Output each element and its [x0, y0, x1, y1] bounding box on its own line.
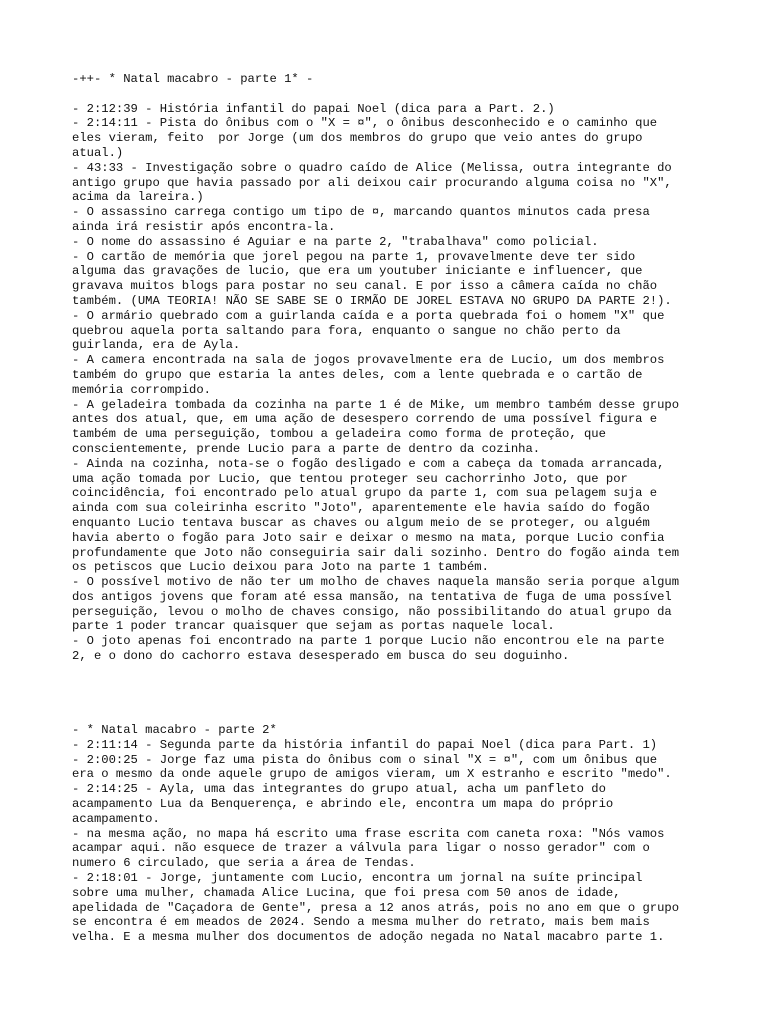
- text-line: conscientemente, prende Lucio para a parte de dentro da cozinha.: [72, 441, 541, 456]
- text-line: - O armário quebrado com a guirlanda caída e a porta quebrada foi o homem "X" que: [72, 308, 665, 323]
- text-line: 2, e o dono do cachorro estava desesperado em busca do seu doguinho.: [72, 649, 570, 664]
- text-line: - O assassino carrega contigo um tipo de ¤, marcando quantos minutos cada presa: [72, 205, 650, 220]
- text-line: - * Natal macabro - parte 2*: [72, 723, 277, 738]
- text-line: - O cartão de memória que jorel pegou na parte 1, provavelmente deve ter sido: [72, 249, 636, 264]
- text-line: antes dos atual, que, em uma ação de desespero correndo de uma possível figura e: [72, 412, 658, 427]
- text-line: sobre uma mulher, chamada Alice Lucina, que foi presa com 50 anos de idade,: [72, 885, 621, 900]
- text-line: coincidência, foi encontrado pelo atual grupo da parte 1, com sua pelagem suja e: [72, 486, 658, 501]
- text-line: memória corrompido.: [72, 382, 211, 397]
- text-line: [72, 664, 702, 679]
- text-line: ainda com sua coleirinha escrito "Joto", aparentemente ele havia saído do fogão: [72, 501, 650, 516]
- text-line: guirlanda, era de Ayla.: [72, 338, 241, 353]
- text-line: -++- * Natal macabro - parte 1* -: [72, 72, 314, 86]
- text-line: - 43:33 - Investigação sobre o quadro caído de Alice (Melissa, outra integrante do: [72, 160, 672, 175]
- text-line: antigo grupo que havia passado por ali deixou cair procurando alguma coisa no "X",: [72, 175, 672, 190]
- text-line: era o mesmo da onde aquele grupo de amigos vieram, um X estranho e escrito "medo".: [72, 767, 672, 782]
- text-line: enquanto Lucio tentava buscar as chaves ou algum meio de se proteger, ou alguém: [72, 515, 650, 530]
- text-line: [72, 679, 702, 694]
- text-line: atual.): [72, 145, 124, 160]
- text-line: dos antigos jovens que foram até essa mansão, na tentativa de fuga de uma possível: [72, 589, 672, 604]
- text-line: profundamente que Joto não conseguiria sair dali sozinho. Dentro do fogão ainda tem: [72, 545, 680, 560]
- text-line: - 2:14:11 - Pista do ônibus com o "X = ¤", o ônibus desconhecido e o caminho que: [72, 116, 658, 131]
- text-line: - O nome do assassino é Aguiar e na parte 2, "trabalhava" como policial.: [72, 234, 599, 249]
- text-line: - A camera encontrada na sala de jogos provavelmente era de Lucio, um dos membros: [72, 353, 665, 368]
- text-line: - 2:00:25 - Jorge faz uma pista do ônibus com o sinal "X = ¤", com um ônibus que: [72, 752, 658, 767]
- text-line: também. (UMA TEORIA! NÃO SE SABE SE O IRMÃO DE JOREL ESTAVA NO GRUPO DA PARTE 2!).: [72, 293, 672, 308]
- text-line: se encontra é em meados de 2024. Sendo a mesma mulher do retrato, mais bem mais: [72, 915, 650, 930]
- text-line: [72, 87, 702, 102]
- text-line: - 2:14:25 - Ayla, uma das integrantes do grupo atual, acha um panfleto do: [72, 782, 606, 797]
- text-line: eles vieram, feito por Jorge (um dos membros do grupo que veio antes do grupo: [72, 131, 643, 146]
- text-line: acampar aqui. não esquece de trazer a válvula para ligar o nosso gerador" com o: [72, 841, 650, 856]
- text-line: havia aberto o fogão para Joto sair e deixar o mesmo na mata, porque Lucio confia: [72, 530, 665, 545]
- text-line: também de uma perseguição, tombou a geladeira como forma de proteção, que: [72, 427, 606, 442]
- text-line: - 2:18:01 - Jorge, juntamente com Lucio, encontra um jornal na suíte principal: [72, 871, 643, 886]
- text-line: - 2:12:39 - História infantil do papai Noel (dica para a Part. 2.): [72, 101, 555, 116]
- text-line: quebrou aquela porta saltando para fora, enquanto o sangue no chão perto da: [72, 323, 621, 338]
- text-line: perseguição, levou o molho de chaves consigo, não possibilitando do atual grupo da: [72, 604, 672, 619]
- text-line: apelidada de "Caçadora de Gente", presa a 12 anos atrás, pois no ano em que o grupo: [72, 900, 680, 915]
- text-line: uma ação tomada por Lucio, que tentou proteger seu cachorrinho Joto, que por: [72, 471, 628, 486]
- text-line: acampamento.: [72, 811, 160, 826]
- text-line: velha. E a mesma mulher dos documentos de adoção negada no Natal macabro parte 1.: [72, 930, 665, 945]
- text-line: - O possível motivo de não ter um molho de chaves naquela mansão seria porque algum: [72, 575, 680, 590]
- text-line: - O joto apenas foi encontrado na parte 1 porque Lucio não encontrou ele na parte: [72, 634, 665, 649]
- text-line: [72, 693, 702, 708]
- text-line: [72, 708, 702, 723]
- text-line: - A geladeira tombada da cozinha na parte 1 é de Mike, um membro também desse grupo: [72, 397, 680, 412]
- text-line: alguma das gravações de lucio, que era um youtuber iniciante e influencer, que: [72, 264, 643, 279]
- text-line: também do grupo que estaria la antes deles, com a lente quebrada e o cartão de: [72, 367, 643, 382]
- text-line: numero 6 circulado, que seria a área de Tendas.: [72, 856, 416, 871]
- text-line: parte 1 poder trancar quaisquer que sejam as portas naquele local.: [72, 619, 555, 634]
- text-line: acima da lareira.): [72, 190, 204, 205]
- text-line: os petiscos que Lucio deixou para Joto na parte 1 também.: [72, 560, 489, 575]
- text-line: acampamento Lua da Benquerença, e abrindo ele, encontra um mapa do próprio: [72, 797, 614, 812]
- text-line: gravava muitos blogs para postar no seu canal. E por isso a câmera caída no chão: [72, 279, 658, 294]
- text-line: - 2:11:14 - Segunda parte da história infantil do papai Noel (dica para Part. 1): [72, 737, 658, 752]
- text-line: ainda irá resistir após encontra-la.: [72, 219, 336, 234]
- document-body: [72, 72, 702, 945]
- text-line: - na mesma ação, no mapa há escrito uma frase escrita com caneta roxa: "Nós vamos: [72, 826, 665, 841]
- text-line: - Ainda na cozinha, nota-se o fogão desligado e com a cabeça da tomada arrancada,: [72, 456, 665, 471]
